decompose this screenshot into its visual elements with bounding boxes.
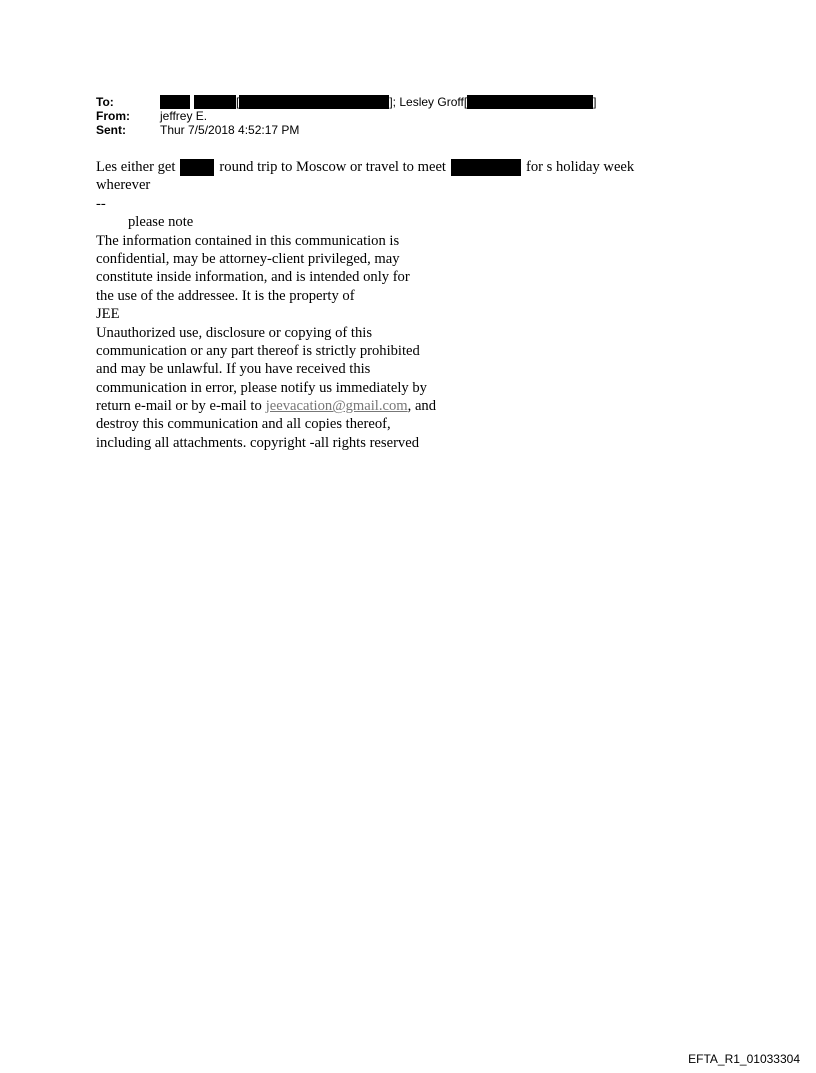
- from-row: [96, 109, 597, 123]
- message-part: round trip to Moscow or travel to meet: [219, 159, 446, 175]
- document-id: EFTA_R1_01033304: [688, 1052, 800, 1066]
- disclaimer-email-line: [96, 397, 736, 415]
- disclaimer-line: destroy this communication and all copies thereof,: [96, 416, 391, 433]
- redaction-block: [194, 95, 236, 109]
- disclaimer-line: including all attachments. copyright -all rights reserved: [96, 434, 419, 451]
- disclaimer-line: communication in error, please notify us immediately by: [96, 379, 427, 396]
- disclaimer-line: constitute inside information, and is intended only for: [96, 269, 410, 286]
- message-part: for s holiday week: [525, 159, 635, 175]
- signature-separator: --: [96, 195, 106, 212]
- sent-row: [96, 123, 597, 137]
- to-separator: ]; Lesley Groff[: [389, 95, 468, 109]
- disclaimer-heading: please note: [128, 214, 194, 231]
- disclaimer-line: Unauthorized use, disclosure or copying of this: [96, 324, 373, 341]
- redaction-block: [451, 159, 521, 176]
- email-body: [96, 158, 736, 452]
- disclaimer-line: the use of the addressee. It is the property of: [96, 287, 355, 304]
- from-label: From:: [96, 109, 130, 123]
- disclaimer-line: and may be unlawful. If you have received this: [96, 361, 371, 378]
- email-suffix: , and: [407, 398, 437, 415]
- email-header: [96, 95, 597, 137]
- message-line: wherever: [96, 177, 151, 194]
- sent-label: Sent:: [96, 123, 126, 137]
- redaction-block: [467, 95, 593, 109]
- disclaimer-line: JEE: [96, 306, 120, 323]
- to-label: To:: [96, 95, 114, 109]
- email-link[interactable]: jeevacation@gmail.com: [265, 398, 408, 415]
- to-close-bracket: ]: [593, 95, 597, 109]
- email-prefix: return e-mail or by e-mail to: [96, 398, 262, 415]
- redaction-block: [160, 95, 190, 109]
- disclaimer-line: communication or any part thereof is strictly prohibited: [96, 342, 420, 359]
- from-value: jeffrey E.: [160, 109, 208, 123]
- message-part: Les either get: [96, 159, 176, 175]
- disclaimer-line: confidential, may be attorney-client privileged, may: [96, 250, 400, 267]
- redaction-block: [239, 95, 389, 109]
- message-line: [96, 158, 736, 176]
- redaction-block: [180, 159, 214, 176]
- sent-value: Thur 7/5/2018 4:52:17 PM: [160, 123, 300, 137]
- to-row: [96, 95, 597, 109]
- to-open-bracket: [: [236, 95, 240, 109]
- to-value: [160, 95, 597, 109]
- disclaimer-line: The information contained in this communication is: [96, 232, 400, 249]
